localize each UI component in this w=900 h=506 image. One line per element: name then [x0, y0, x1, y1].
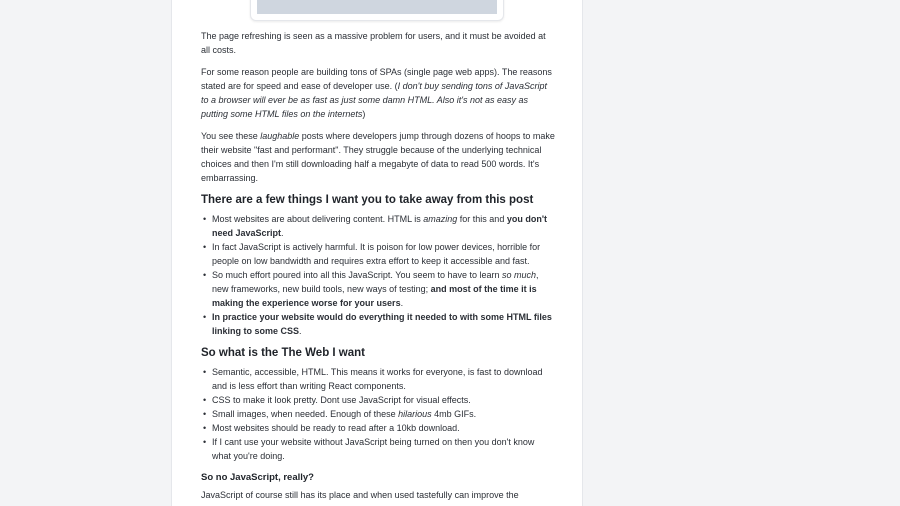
paragraph-laughable-posts	[201, 129, 555, 185]
article-content	[201, 29, 555, 506]
list-item-text: CSS to make it look pretty. Dont use JavaScript for visual effects.	[212, 395, 471, 405]
list-item-strong: you don't need JavaScript	[212, 214, 547, 238]
list-item	[201, 240, 555, 268]
article-image	[257, 0, 497, 14]
list-item	[201, 407, 555, 421]
paragraph-text: You see these	[201, 131, 261, 141]
paragraph-text: posts where developers jump through dozens of hoops to make their website "fast and performant". They struggle because of the underlying technical choices and then I'm still downloading half a megabyte of data to read 500 words. It's embarrassing.	[201, 131, 555, 183]
list-item-strong: In practice your website would do everything it needed to with some HTML files linking to some CSS	[212, 312, 552, 336]
list-item	[201, 212, 555, 240]
paragraph-spa	[201, 65, 555, 121]
list-item-text: Most websites are about delivering content. HTML is	[212, 214, 424, 224]
list-item-text: .	[281, 228, 284, 238]
paragraph-text: JavaScript of course still has its place and when used tastefully can improve the	[201, 490, 519, 500]
heading-web-i-want: So what is the The Web I want	[201, 347, 365, 359]
takeaways-list	[201, 212, 555, 338]
list-item	[201, 435, 555, 463]
list-item-text: So much effort poured into all this JavaScript. You seem to have to learn	[212, 270, 503, 280]
paragraph-emphasis: I don't buy sending tons of JavaScript to a browser will ever be as fast as just some damn HTML. Also it's not as easy as putting some HTML files on the internets	[201, 81, 547, 119]
list-item-text: .	[299, 326, 302, 336]
paragraph-text: For some reason people are building tons of SPAs (single page web apps). The reasons stated are for speed and ease of developer use. (	[201, 67, 552, 91]
list-item	[201, 365, 555, 393]
list-item-emphasis: so much	[502, 270, 537, 280]
list-item-text: for this and	[457, 214, 507, 224]
list-item-text: .	[400, 298, 404, 308]
list-item-text: In fact JavaScript is actively harmful. It is poison for low power devices, horrible for people on low bandwidth and requires extra effort to keep it accessible and fast.	[212, 242, 541, 266]
list-item	[201, 268, 555, 310]
list-item	[201, 310, 555, 338]
article-card	[172, 0, 582, 506]
list-item-text: If I cant use your website without JavaScript being turned on then you don't know what you're doing.	[212, 437, 535, 461]
heading-no-javascript: So no JavaScript, really?	[201, 472, 314, 483]
list-item-text: Semantic, accessible, HTML. This means it works for everyone, is fast to download and is less effort than writing React components.	[212, 367, 543, 391]
list-item-emphasis: amazing	[423, 214, 458, 224]
paragraph-javascript-place	[201, 488, 555, 502]
list-item-text: Most websites should be ready to read after a 10kb download.	[212, 423, 460, 433]
list-item	[201, 393, 555, 407]
web-i-want-list	[201, 365, 555, 463]
list-item	[201, 421, 555, 435]
paragraph-text: )	[362, 109, 366, 119]
list-item-text: Small images, when needed. Enough of these	[212, 409, 399, 419]
list-item-text: 4mb GIFs.	[431, 409, 477, 419]
article-image-frame	[250, 0, 504, 21]
paragraph-text: The page refreshing is seen as a massive problem for users, and it must be avoided at all costs.	[201, 31, 546, 55]
list-item-strong: and most of the time it is making the experience worse for your users	[212, 284, 537, 308]
paragraph-emphasis: laughable	[260, 131, 300, 141]
list-item-text: , new frameworks, new build tools, new ways of testing;	[212, 270, 539, 294]
paragraph-page-refresh	[201, 29, 555, 57]
heading-takeaways: There are a few things I want you to take away from this post	[201, 194, 534, 206]
list-item-emphasis: hilarious	[398, 409, 432, 419]
